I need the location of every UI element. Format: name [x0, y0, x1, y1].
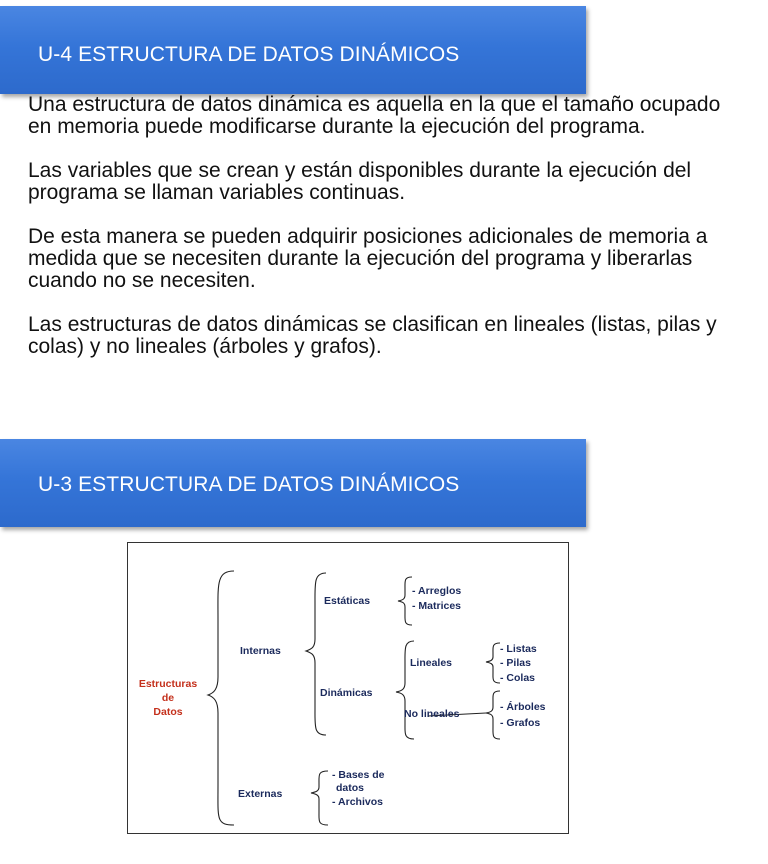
leaf-grafos: - Grafos — [500, 717, 541, 729]
leaf-matrices: - Matrices — [412, 600, 462, 612]
root-label-line2: de — [161, 692, 175, 704]
externas-brace — [311, 771, 328, 825]
root-label-line3: Datos — [153, 706, 183, 718]
no-lineales-brace — [486, 691, 500, 739]
diagram-svg — [128, 543, 570, 835]
classification-diagram — [127, 542, 569, 834]
internas-label: Internas — [240, 645, 281, 657]
dinamicas-brace — [396, 641, 414, 739]
root-label-line1: Estructuras — [138, 678, 198, 690]
slide2-title-banner — [0, 439, 586, 527]
lineales-label: Lineales — [410, 657, 453, 669]
externas-label: Externas — [238, 788, 283, 800]
estaticas-label: Estáticas — [324, 595, 371, 607]
slide1-title: U-4 ESTRUCTURA DE DATOS DINÁMICOS — [38, 43, 460, 66]
leaf-arboles: - Árboles — [500, 701, 546, 713]
leaf-archivos: - Archivos — [332, 796, 383, 808]
paragraph-1: Una estructura de datos dinámica es aquella en la que el tamaño ocupado en memoria puede modificarse durante la ejecución del programa. — [28, 93, 721, 138]
leaf-arreglos: - Arreglos — [412, 585, 462, 597]
paragraph-3: De esta manera se pueden adquirir posiciones adicionales de memoria a medida que se necesiten durante la ejecución del programa y liberarlas cuando no se necesiten. — [28, 225, 708, 292]
internas-brace — [306, 573, 326, 735]
dinamicas-label: Dinámicas — [320, 687, 373, 699]
slide1-title-banner — [0, 6, 586, 94]
leaf-colas: - Colas — [500, 672, 536, 684]
estaticas-brace — [398, 577, 412, 625]
slide2-title: U-3 ESTRUCTURA DE DATOS DINÁMICOS — [38, 473, 460, 496]
slide1-body — [28, 94, 748, 380]
leaf-listas: - Listas — [500, 643, 537, 655]
lineales-brace — [486, 643, 500, 683]
no-lineales-label: No lineales — [404, 708, 460, 720]
leaf-bases-de: - Bases de — [332, 769, 385, 781]
root-brace — [208, 571, 234, 825]
paragraph-2: Las variables que se crean y están disponibles durante la ejecución del programa se llaman variables continuas. — [28, 159, 692, 204]
paragraph-4: Las estructuras de datos dinámicas se clasifican en lineales (listas, pilas y colas) y no lineales (árboles y grafos). — [28, 313, 717, 358]
leaf-pilas: - Pilas — [500, 657, 531, 669]
leaf-datos: datos — [336, 782, 365, 794]
